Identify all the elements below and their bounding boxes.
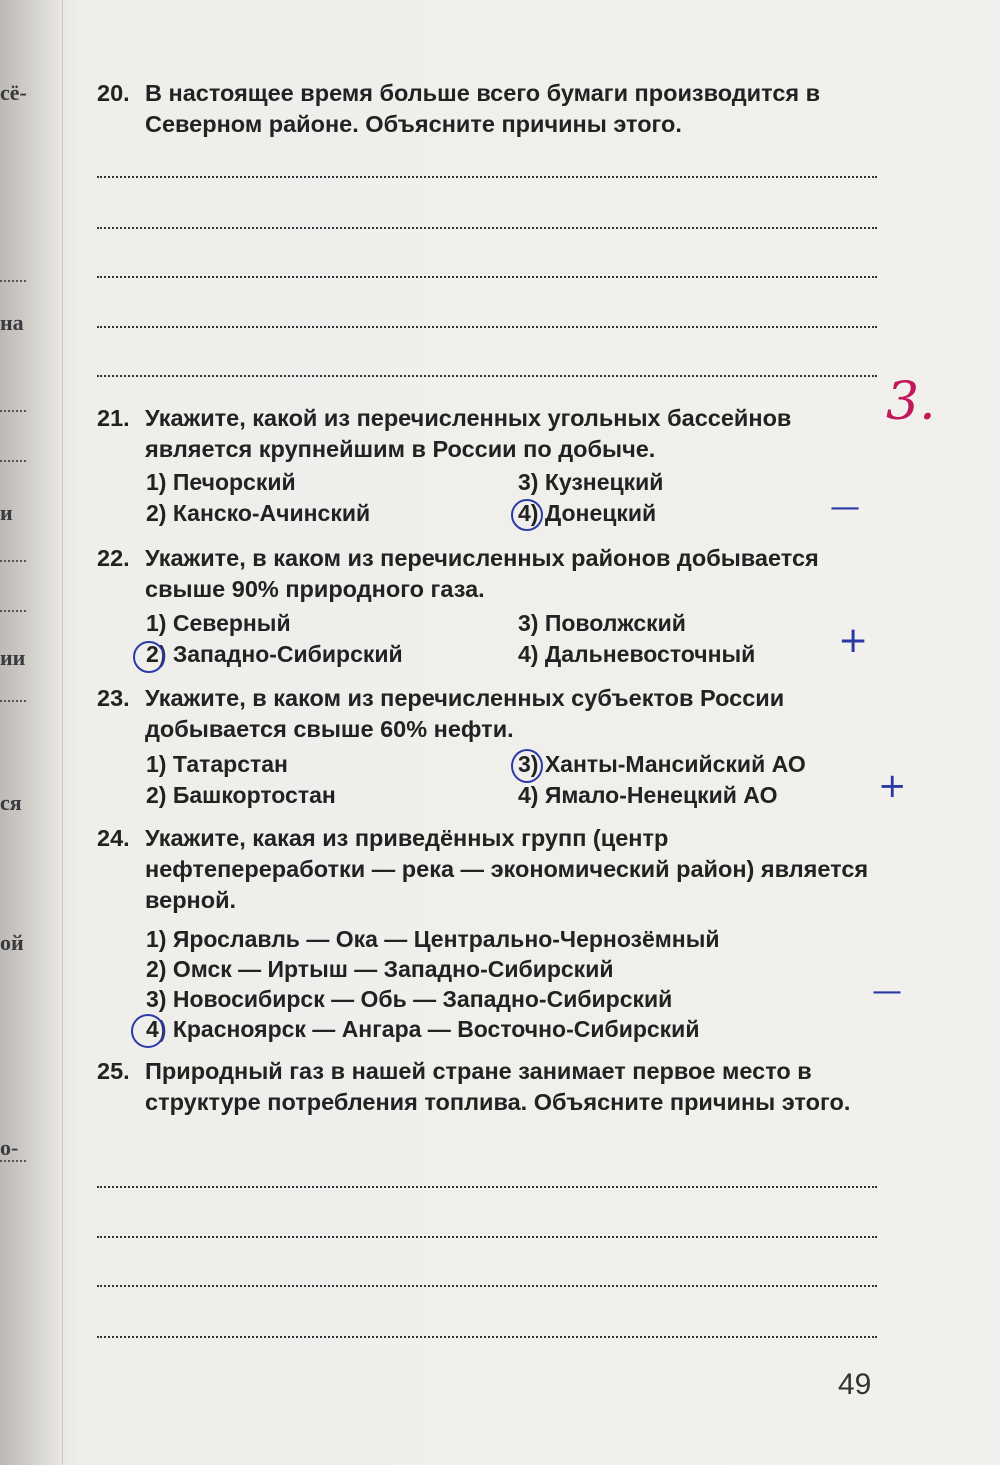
gutter-fragment: ой (0, 930, 24, 955)
question-text: Природный газ в нашей стране занимает первое место в структуре потребления топлива. Объясните причины этого. (145, 1058, 851, 1115)
question-number: 24. (97, 825, 130, 851)
question-number: 20. (97, 80, 130, 106)
question-text: Укажите, в каком из перечисленных районов добывается свыше 90% природного газа. (145, 545, 819, 602)
answer-line[interactable] (97, 276, 877, 278)
question-number: 25. (97, 1058, 130, 1084)
answer-line[interactable] (97, 1285, 877, 1287)
option-1[interactable]: 1) Печорский (146, 469, 296, 495)
gutter-dotted-line (0, 560, 26, 562)
option-3[interactable]: 3) Ханты-Мансийский АО (518, 751, 806, 777)
gutter-fragment: на (0, 310, 24, 335)
question-24 (97, 823, 887, 916)
gutter-dotted-line (0, 1160, 26, 1162)
answer-line[interactable] (97, 1236, 877, 1238)
answer-line[interactable] (97, 227, 877, 229)
question-21 (97, 403, 887, 465)
answer-line[interactable] (97, 1186, 877, 1188)
option-4[interactable]: 4) Красноярск — Ангара — Восточно-Сибирский (146, 1016, 700, 1042)
option-3[interactable]: 3) Новосибирск — Обь — Западно-Сибирский (146, 986, 673, 1012)
grade-mark: 3. (886, 372, 936, 432)
check-mark: — (830, 490, 860, 525)
option-4[interactable]: 4) Ямало-Ненецкий АО (518, 782, 778, 808)
options-24 (146, 924, 886, 1048)
gutter-dotted-line (0, 460, 26, 462)
option-2[interactable]: 2) Омск — Иртыш — Западно-Сибирский (146, 956, 614, 982)
option-1[interactable]: 1) Ярославль — Ока — Центрально-Чернозёмный (146, 926, 720, 952)
option-1[interactable]: 1) Татарстан (146, 751, 288, 777)
options-21 (146, 467, 886, 529)
option-2[interactable]: 2) Западно-Сибирский (146, 641, 403, 667)
gutter-dotted-line (0, 700, 26, 702)
option-1[interactable]: 1) Северный (146, 610, 291, 636)
option-3[interactable]: 3) Поволжский (518, 610, 686, 636)
gutter-fragment: сё- (0, 80, 27, 105)
page-number: 49 (838, 1368, 872, 1401)
gutter-dotted-line (0, 610, 26, 612)
question-number: 23. (97, 685, 130, 711)
answer-line[interactable] (97, 375, 877, 377)
question-text: Укажите, в каком из перечисленных субъектов России добывается свыше 60% нефти. (145, 685, 785, 742)
option-4[interactable]: 4) Дальневосточный (518, 641, 756, 667)
option-3[interactable]: 3) Кузнецкий (518, 469, 664, 495)
check-mark: + (838, 620, 869, 661)
question-text: Укажите, какой из перечисленных угольных бассейнов является крупнейшим в России по добыче. (145, 405, 792, 462)
options-23 (146, 749, 886, 811)
question-text: В настоящее время больше всего бумаги производится в Северном районе. Объясните причины этого. (145, 80, 821, 137)
question-23 (97, 683, 887, 745)
question-text: Укажите, какая из приведённых групп (центр нефтепереработки — река — экономический район) является верной. (145, 825, 869, 913)
question-number: 21. (97, 405, 130, 431)
answer-line[interactable] (97, 326, 877, 328)
answer-line[interactable] (97, 1336, 877, 1338)
gutter-fragment: и (0, 500, 13, 525)
gutter-dotted-line (0, 410, 26, 412)
option-2[interactable]: 2) Башкортостан (146, 782, 336, 808)
gutter-fragment: ии (0, 645, 26, 670)
question-22 (97, 543, 887, 605)
option-2[interactable]: 2) Канско-Ачинский (146, 500, 371, 526)
facing-page-edge (0, 0, 63, 1465)
options-22 (146, 608, 886, 670)
question-number: 22. (97, 545, 130, 571)
gutter-fragment: ся (0, 790, 22, 815)
check-mark: — (872, 974, 902, 1009)
check-mark: + (878, 766, 907, 806)
option-4[interactable]: 4) Донецкий (518, 500, 657, 526)
question-25 (97, 1056, 887, 1118)
gutter-fragment: о- (0, 1135, 19, 1160)
gutter-dotted-line (0, 280, 26, 282)
answer-line[interactable] (97, 176, 877, 178)
question-20 (97, 78, 887, 140)
